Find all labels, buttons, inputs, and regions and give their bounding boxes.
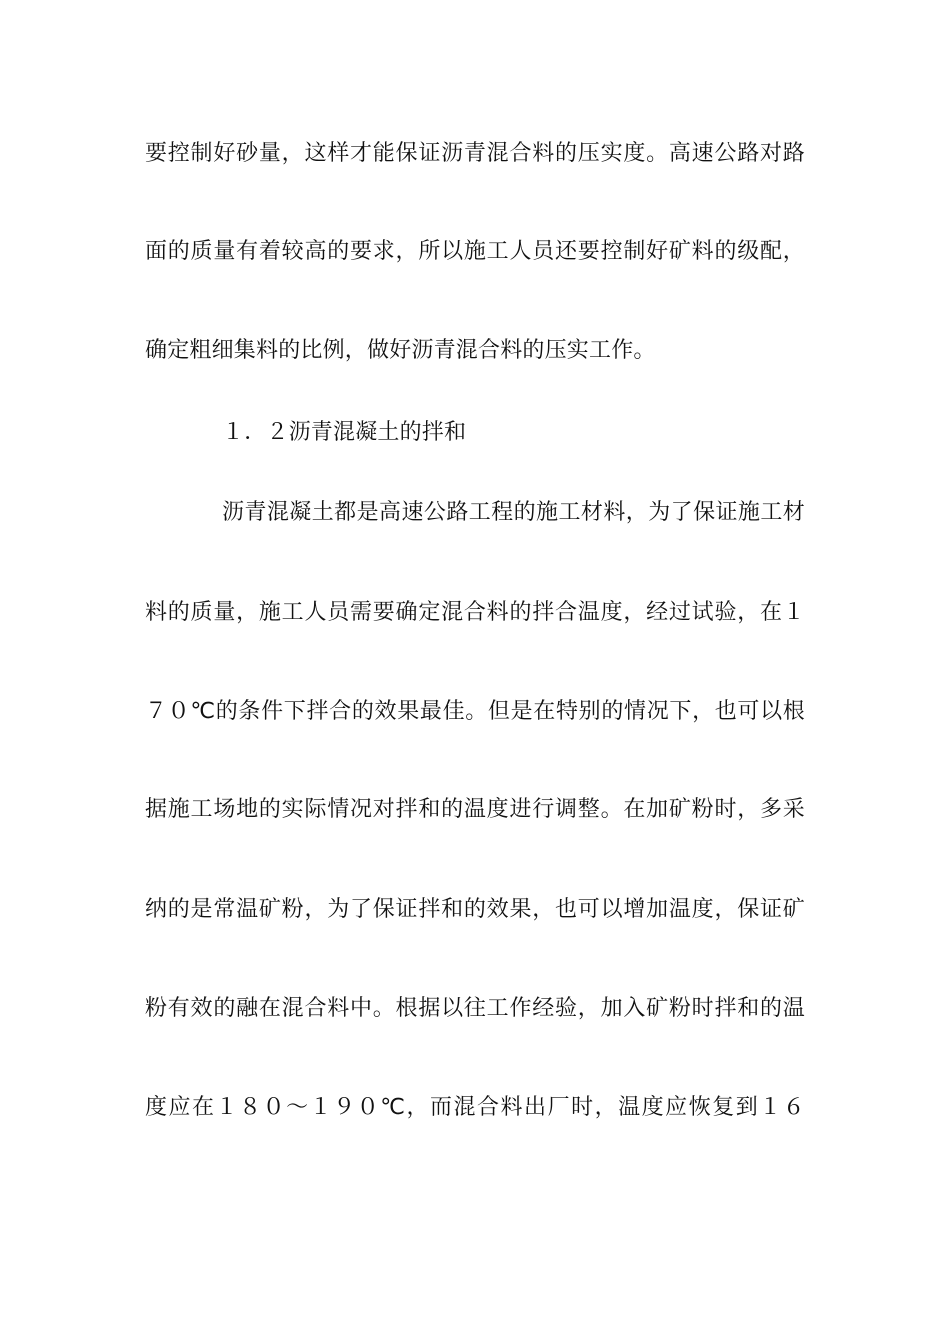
paragraph-line: 度应在１８０～１９０℃，而混合料出厂时，温度应恢复到１６: [145, 1095, 805, 1120]
paragraph-line: ７０℃的条件下拌合的效果最佳。但是在特别的情况下，也可以根: [145, 699, 805, 724]
paragraph-line: 要控制好砂量，这样才能保证沥青混合料的压实度。高速公路对路: [145, 141, 805, 166]
paragraph-line: 纳的是常温矿粉，为了保证拌和的效果，也可以增加温度，保证矿: [145, 897, 805, 922]
paragraph-line: 粉有效的融在混合料中。根据以往工作经验，加入矿粉时拌和的温: [145, 996, 805, 1021]
paragraph-line: 据施工场地的实际情况对拌和的温度进行调整。在加矿粉时，多采: [145, 797, 805, 822]
paragraph-line: 面的质量有着较高的要求，所以施工人员还要控制好矿料的级配，: [145, 239, 805, 264]
section-heading: １．２沥青混凝土的拌和: [222, 420, 467, 445]
paragraph-line: 沥青混凝土都是高速公路工程的施工材料，为了保证施工材: [222, 500, 805, 525]
paragraph-line: 料的质量，施工人员需要确定混合料的拌合温度，经过试验，在１: [145, 600, 805, 625]
paragraph-line: 确定粗细集料的比例，做好沥青混合料的压实工作。: [145, 338, 656, 363]
